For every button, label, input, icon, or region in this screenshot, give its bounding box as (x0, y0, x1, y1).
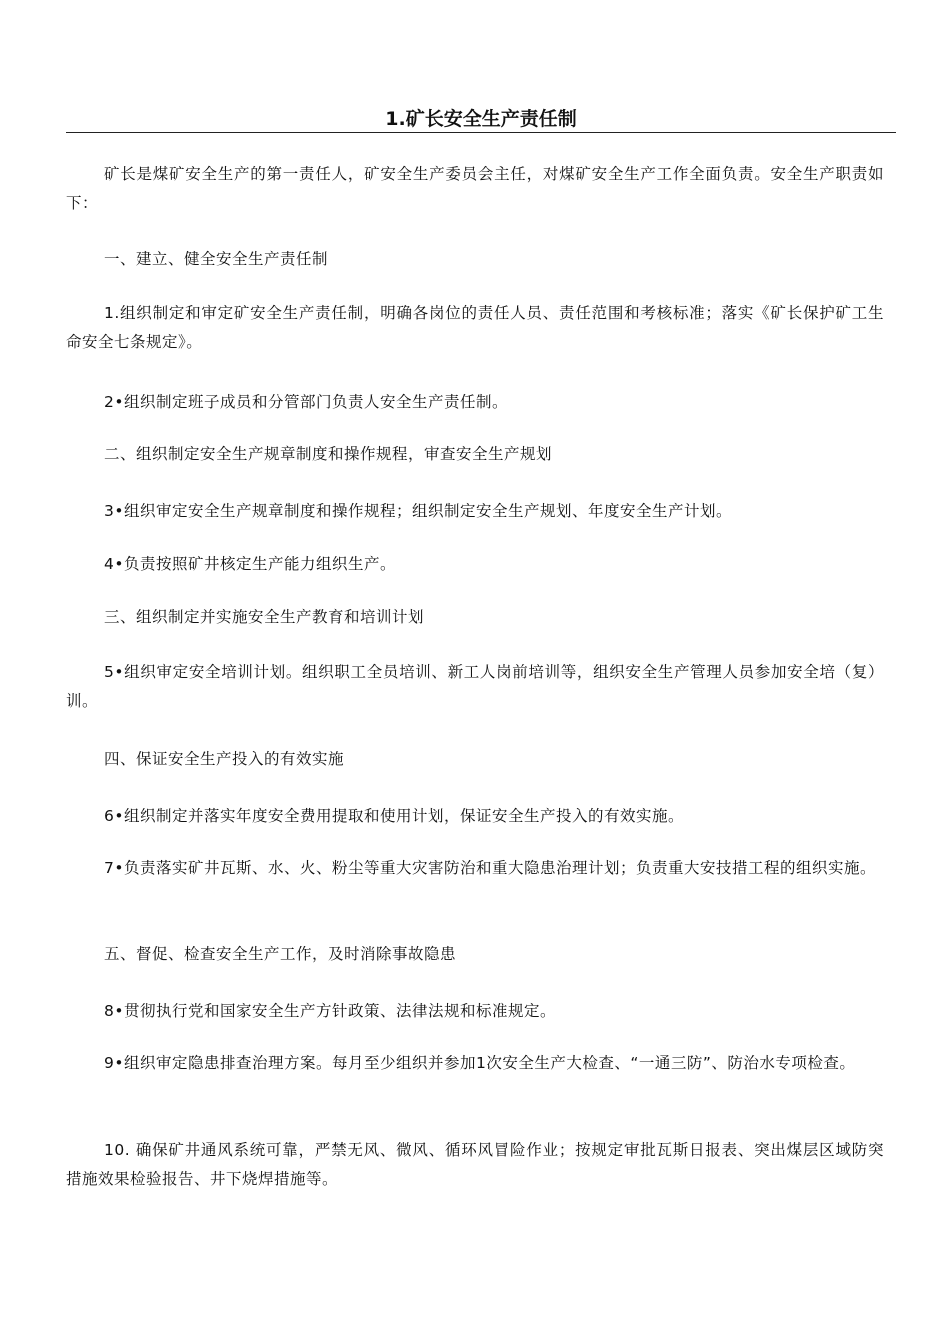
paragraph-item-10: 10. 确保矿井通风系统可靠，严禁无风、微风、循环风冒险作业；按规定审批瓦斯日报表、突出煤层区域防突措施效果检验报告、井下烧焊措施等。 (66, 1141, 884, 1188)
section-heading-2: 二、组织制定安全生产规章制度和操作规程，审查安全生产规划 (104, 445, 553, 463)
title-underline (66, 132, 896, 133)
paragraph-item-6: 6•组织制定并落实年度安全费用提取和使用计划，保证安全生产投入的有效实施。 (104, 807, 685, 825)
paragraph-item-7: 7•负责落实矿井瓦斯、水、火、粉尘等重大灾害防治和重大隐患治理计划；负责重大安技措工程的组织实施。 (104, 859, 877, 877)
paragraph-item-4: 4•负责按照矿井核定生产能力组织生产。 (104, 555, 397, 573)
paragraph-item-5: 5•组织审定安全培训计划。组织职工全员培训、新工人岗前培训等，组织安全生产管理人员参加安全培（复）训。 (66, 663, 884, 710)
paragraph-item-9: 9•组织审定隐患排查治理方案。每月至少组织并参加1次安全生产大检查、“一通三防”、防治水专项检查。 (104, 1054, 856, 1072)
paragraph-item-8: 8•贯彻执行党和国家安全生产方针政策、法律法规和标准规定。 (104, 1002, 557, 1020)
paragraph-item-2: 2•组织制定班子成员和分管部门负责人安全生产责任制。 (104, 393, 509, 411)
section-heading-3: 三、组织制定并实施安全生产教育和培训计划 (104, 608, 425, 626)
section-heading-4: 四、保证安全生产投入的有效实施 (104, 750, 345, 768)
intro-paragraph: 矿长是煤矿安全生产的第一责任人，矿安全生产委员会主任，对煤矿安全生产工作全面负责。安全生产职责如下： (66, 165, 884, 212)
paragraph-item-3: 3•组织审定安全生产规章制度和操作规程；组织制定安全生产规划、年度安全生产计划。 (104, 502, 733, 520)
paragraph-item-1: 1.组织制定和审定矿安全生产责任制，明确各岗位的责任人员、责任范围和考核标准；落实《矿长保护矿工生命安全七条规定》。 (66, 304, 884, 351)
section-heading-1: 一、建立、健全安全生产责任制 (104, 250, 329, 268)
section-heading-5: 五、督促、检查安全生产工作，及时消除事故隐患 (104, 945, 457, 963)
document-title: 1.矿长安全生产责任制 (385, 108, 577, 130)
